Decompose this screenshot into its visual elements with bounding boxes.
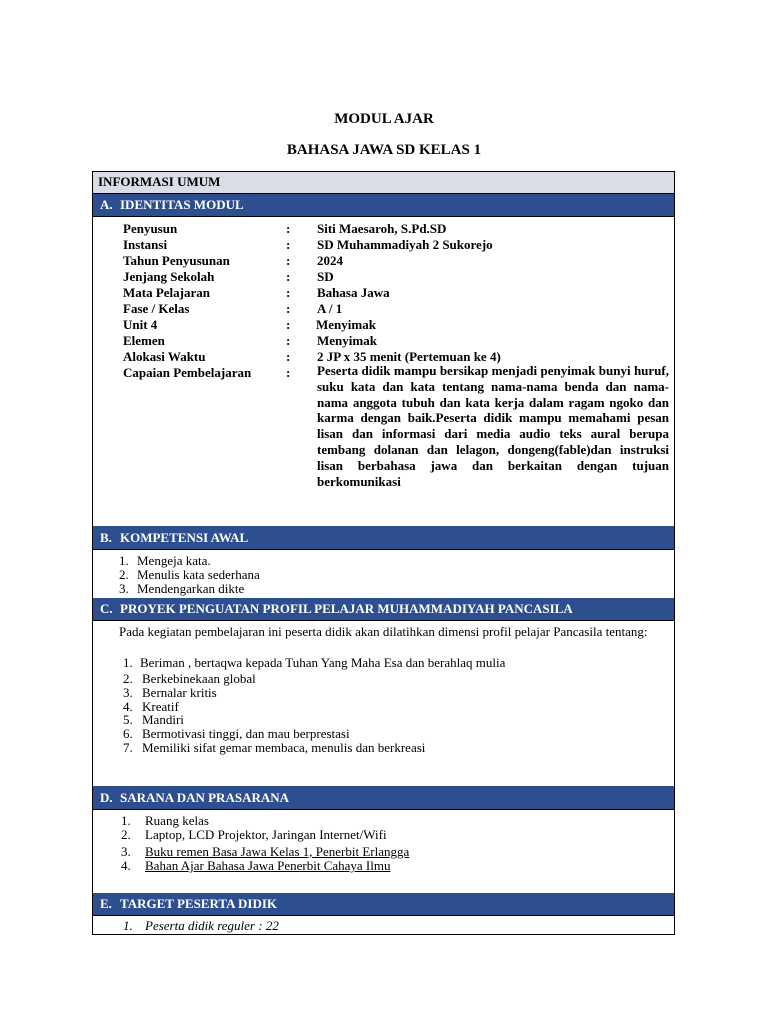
identitas-colon: : bbox=[286, 317, 291, 332]
identitas-label: Jenjang Sekolah bbox=[123, 269, 215, 284]
section-e-title: TARGET PESERTA DIDIK bbox=[120, 896, 278, 911]
identitas-value: Bahasa Jawa bbox=[317, 285, 390, 300]
module-table bbox=[92, 171, 675, 935]
identitas-label: Fase / Kelas bbox=[123, 301, 190, 316]
identitas-colon: : bbox=[286, 349, 291, 364]
section-e-header bbox=[93, 893, 674, 916]
identitas-colon: : bbox=[286, 237, 291, 252]
section-d-title: SARANA DAN PRASARANA bbox=[120, 790, 290, 805]
identitas-label: Tahun Penyusunan bbox=[123, 253, 230, 268]
sarana-link[interactable]: Bahan Ajar Bahasa Jawa Penerbit Cahaya Ilmu bbox=[145, 858, 391, 873]
identitas-colon: : bbox=[286, 269, 291, 284]
identitas-value: Siti Maesaroh, S.Pd.SD bbox=[317, 221, 447, 236]
identitas-colon: : bbox=[286, 333, 291, 348]
section-a-header bbox=[93, 194, 674, 217]
identitas-label: Mata Pelajaran bbox=[123, 285, 211, 300]
capaian-pembelajaran-text: Peserta didik mampu bersikap menjadi penyimak bunyi huruf, suku kata dan kata tentang nama-nama benda dan nama-nama anggota tubuh dan kata kerja dalam ragam ngoko dan karma dengan baik.Peserta didik mampu memahami pesan lisan dan informasi dari media audio teks aural berupa tembang dolanan dan lelagon, dongeng(fable)dan instruksi lisan berbahasa jawa dan berkaitan dengan tujuan berkomunikasi bbox=[317, 363, 669, 489]
identitas-label: Penyusun bbox=[123, 221, 178, 236]
kompetensi-body: 1. Mengeja kata. 2. Menulis kata sederhana 3. Mendengarkan dikte bbox=[119, 553, 260, 596]
identitas-colon: : bbox=[286, 221, 291, 236]
identitas-value: A / 1 bbox=[317, 301, 343, 316]
section-b-title: KOMPETENSI AWAL bbox=[120, 530, 249, 545]
identitas-value: 2 JP x 35 menit (Pertemuan ke 4) bbox=[317, 349, 501, 364]
identitas-body bbox=[93, 217, 674, 526]
identitas-value: SD Muhammadiyah 2 Sukorejo bbox=[317, 237, 493, 252]
section-d-header bbox=[93, 786, 674, 810]
section-c-letter: C. bbox=[100, 601, 113, 616]
section-a-title: IDENTITAS MODUL bbox=[120, 197, 244, 212]
proyek-intro: Pada kegiatan pembelajaran ini peserta didik akan dilatihkan dimensi profil pelajar Pancasila tentang: bbox=[119, 624, 648, 639]
identitas-label: Alokasi Waktu bbox=[123, 349, 206, 364]
section-e-letter: E. bbox=[100, 896, 112, 911]
identitas-label: Unit 4 bbox=[123, 317, 158, 332]
identitas-value: Menyimak bbox=[316, 317, 376, 332]
sarana-body: 1. Ruang kelas 2. Laptop, LCD Projektor, Jaringan Internet/Wifi 3. Buku remen Basa Jawa Kelas 1, Penerbit Erlangga 4. Bahan Ajar Bahasa Jawa Penerbit Cahaya Ilmu bbox=[121, 813, 410, 873]
document-subtitle: BAHASA JAWA SD KELAS 1 bbox=[286, 142, 482, 158]
identitas-colon: : bbox=[286, 285, 291, 300]
target-body: 1. Peserta didik reguler : 22 bbox=[123, 918, 279, 933]
identitas-label: Elemen bbox=[123, 333, 165, 348]
section-b-letter: B. bbox=[100, 530, 112, 545]
identitas-colon: : bbox=[286, 301, 291, 316]
identitas-value: SD bbox=[317, 269, 334, 284]
section-b-header bbox=[93, 526, 674, 550]
identitas-label: Capaian Pembelajaran bbox=[123, 365, 252, 380]
section-d-letter: D. bbox=[100, 790, 113, 805]
informasi-umum-header: INFORMASI UMUM bbox=[93, 172, 674, 194]
proyek-body: Pada kegiatan pembelajaran ini peserta didik akan dilatihkan dimensi profil pelajar Pancasila tentang: 1. Beriman , bertaqwa kepada Tuhan Yang Maha Esa dan berahlaq mulia 2. Berkebinekaan global 3. Bernalar kritis 4. Kreatif 5. Mandiri 6. Bermotivasi tinggi, dan mau berprestasi 7. Memiliki sifat gemar membaca, menulis dan berkreasi bbox=[93, 621, 674, 786]
identitas-colon: : bbox=[286, 365, 291, 380]
sarana-link[interactable]: Buku remen Basa Jawa Kelas 1, Penerbit Erlangga bbox=[145, 844, 410, 859]
identitas-value: 2024 bbox=[317, 253, 343, 268]
identitas-colon: : bbox=[286, 253, 291, 268]
document-title: MODUL AJAR bbox=[334, 111, 434, 127]
section-c-title: PROYEK PENGUATAN PROFIL PELAJAR MUHAMMADIYAH PANCASILA bbox=[120, 601, 573, 616]
section-c-header bbox=[93, 598, 674, 621]
identitas-value: Menyimak bbox=[317, 333, 377, 348]
identitas-label: Instansi bbox=[123, 237, 168, 252]
section-a-letter: A. bbox=[100, 197, 113, 212]
